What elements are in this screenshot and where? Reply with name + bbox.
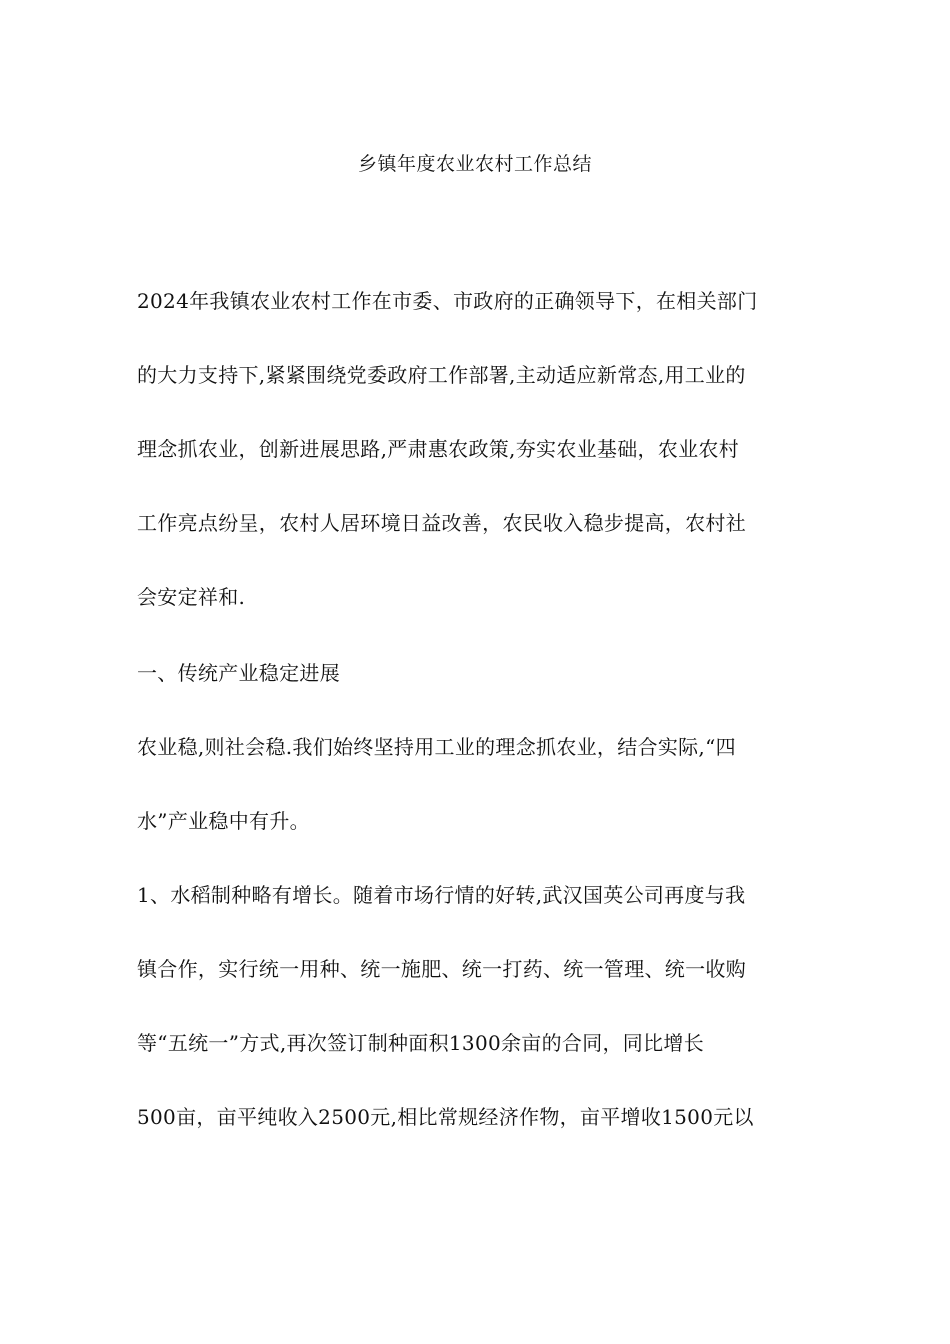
intro-paragraph	[137, 264, 813, 634]
item1-paragraph	[137, 858, 813, 1154]
paragraph-line: 农业稳,则社会稳.我们始终坚持用工业的理念抓农业，结合实际,“四	[137, 735, 736, 759]
heading-text: 一、传统产业稳定进展	[137, 661, 340, 685]
section1-paragraph	[137, 710, 813, 858]
paragraph-line: 镇合作，实行统一用种、统一施肥、统一打药、统一管理、统一收购	[137, 957, 746, 981]
paragraph-line: 会安定祥和.	[137, 585, 246, 609]
paragraph-line: 500亩，亩平纯收入2500元,相比常规经济作物，亩平增收1500元以	[137, 1105, 754, 1129]
section-heading	[137, 636, 813, 710]
paragraph-line: 等“五统一”方式,再次签订制种面积1300余亩的合同，同比增长	[137, 1031, 705, 1055]
paragraph-line: 1、水稻制种略有增长。随着市场行情的好转,武汉国英公司再度与我	[137, 883, 746, 907]
document-title: 乡镇年度农业农村工作总结	[357, 153, 592, 175]
paragraph-line: 工作亮点纷呈，农村人居环境日益改善，农民收入稳步提高，农村社	[137, 511, 746, 535]
paragraph-line: 水”产业稳中有升。	[137, 809, 310, 833]
paragraph-line: 的大力支持下,紧紧围绕党委政府工作部署,主动适应新常态,用工业的	[137, 363, 746, 387]
paragraph-line: 2024年我镇农业农村工作在市委、市政府的正确领导下，在相关部门	[137, 289, 758, 313]
paragraph-line: 理念抓农业，创新进展思路,严肃惠农政策,夯实农业基础，农业农村	[137, 437, 740, 461]
